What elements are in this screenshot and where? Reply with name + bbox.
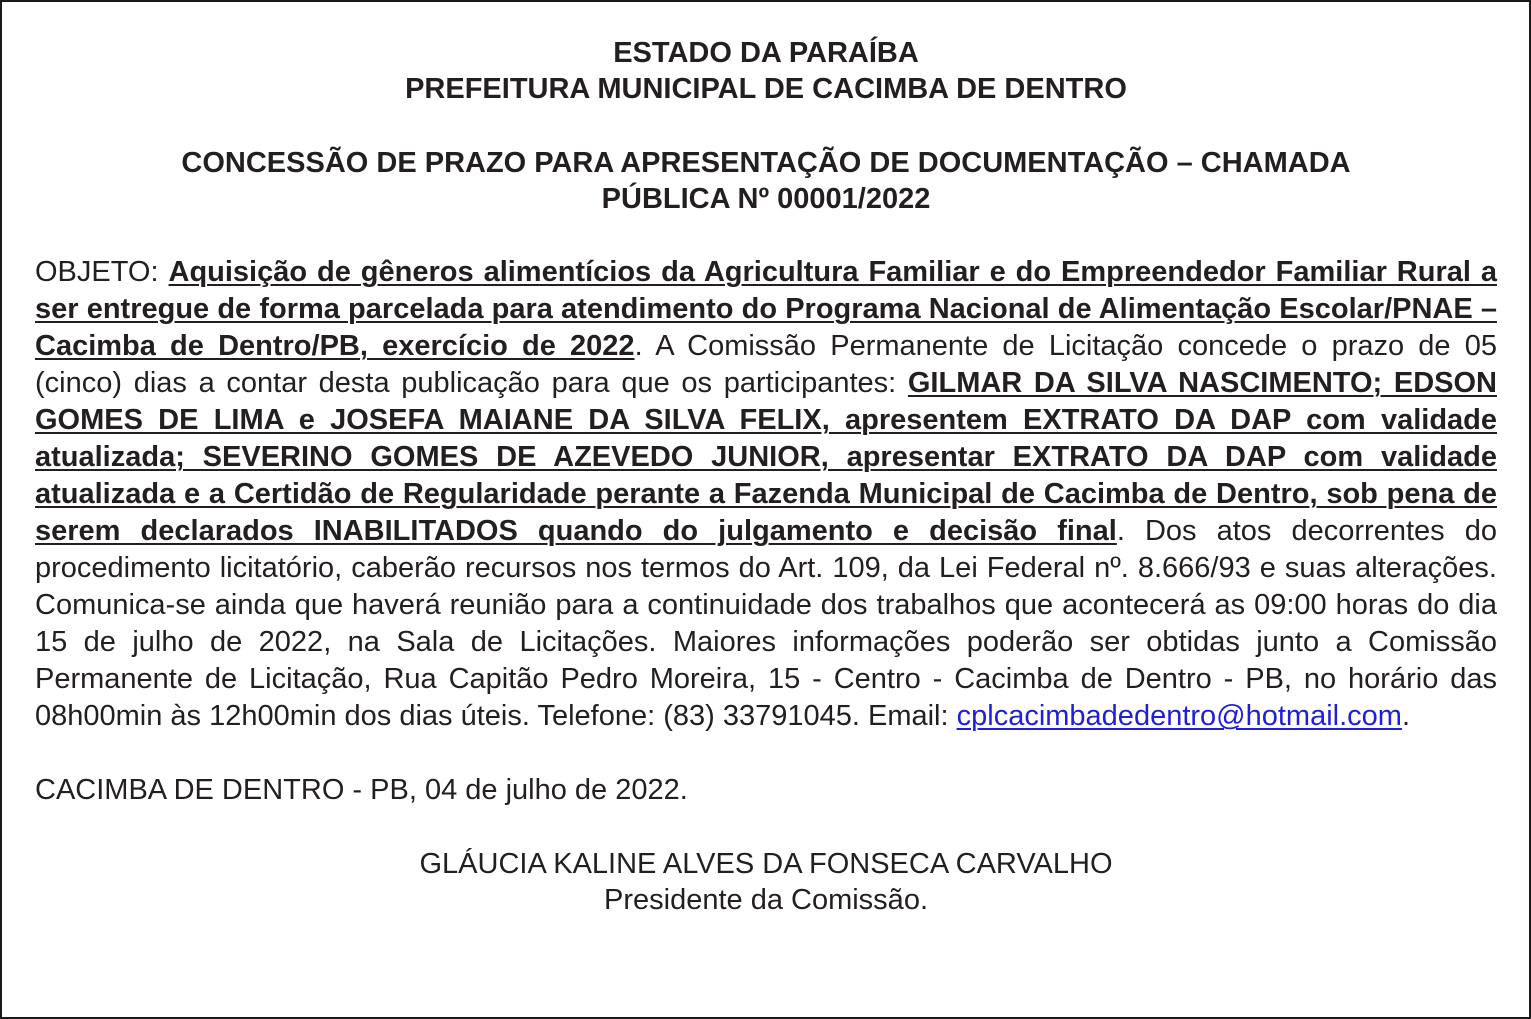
body-sentence-2: . Dos atos decorrentes do procedimento licitatório, caberão recursos nos termos do Art. 109, da Lei Federal nº. 8.666/93 e suas alterações. Comunica-se ainda que haverá reunião para a continuidade dos trabalhos que acontecerá as 09:00 horas do dia 15 de julho de 2022, na Sala de Licitações. Maiores informações poderão ser obtidas junto a Comissão Permanente de Licitação, Rua Capitão Pedro Moreira, 15 - Centro - Cacimba de Dentro - PB, no horário das 08h00min às 12h00min dos dias úteis. Telefone: (83) 33791045. Email: [35,515,1497,732]
participants-requirements: GILMAR DA SILVA NASCIMENTO; EDSON GOMES DE LIMA e JOSEFA MAIANE DA SILVA FELIX, apresentem EXTRATO DA DAP com validade atualizada; SEVERINO GOMES DE AZEVEDO JUNIOR, apresentar EXTRATO DA DAP com validade atualizada e a Certidão de Regularidade perante a Fazenda Municipal de Cacimba de Dentro, sob pena de serem declarados INABILITADOS quando do julgamento e decisão final [35,367,1497,547]
signature-block [35,846,1497,918]
notice-title [35,145,1497,217]
city-hall-name: PREFEITURA MUNICIPAL DE CACIMBA DE DENTRO [405,73,1127,105]
signatory-role: Presidente da Comissão. [604,884,928,916]
body-sentence-1: . A Comissão Permanente de Licitação concede o prazo de 05 (cinco) dias a contar desta publicação para que os participantes: [35,330,1497,399]
email-link[interactable]: cplcacimbadedentro@hotmail.com [956,700,1402,732]
objeto-description: Aquisição de gêneros alimentícios da Agricultura Familiar e do Empreendedor Familiar Rural a ser entregue de forma parcelada para atendimento do Programa Nacional de Alimentação Escolar/PNAE – Cacimba de Dentro/PB, exercício de 2022 [35,256,1497,362]
signatory-name: GLÁUCIA KALINE ALVES DA FONSECA CARVALHO [419,848,1113,880]
notice-header [35,35,1497,107]
title-line-1: CONCESSÃO DE PRAZO PARA APRESENTAÇÃO DE DOCUMENTAÇÃO – CHAMADA [181,147,1351,179]
title-line-2: PÚBLICA Nº 00001/2022 [601,183,931,215]
date-line: CACIMBA DE DENTRO - PB, 04 de julho de 2022. [35,774,688,806]
notice-body [35,254,1497,735]
body-end-punct: . [1401,700,1410,732]
state-name: ESTADO DA PARAÍBA [613,37,919,69]
objeto-label: OBJETO: [35,256,169,288]
